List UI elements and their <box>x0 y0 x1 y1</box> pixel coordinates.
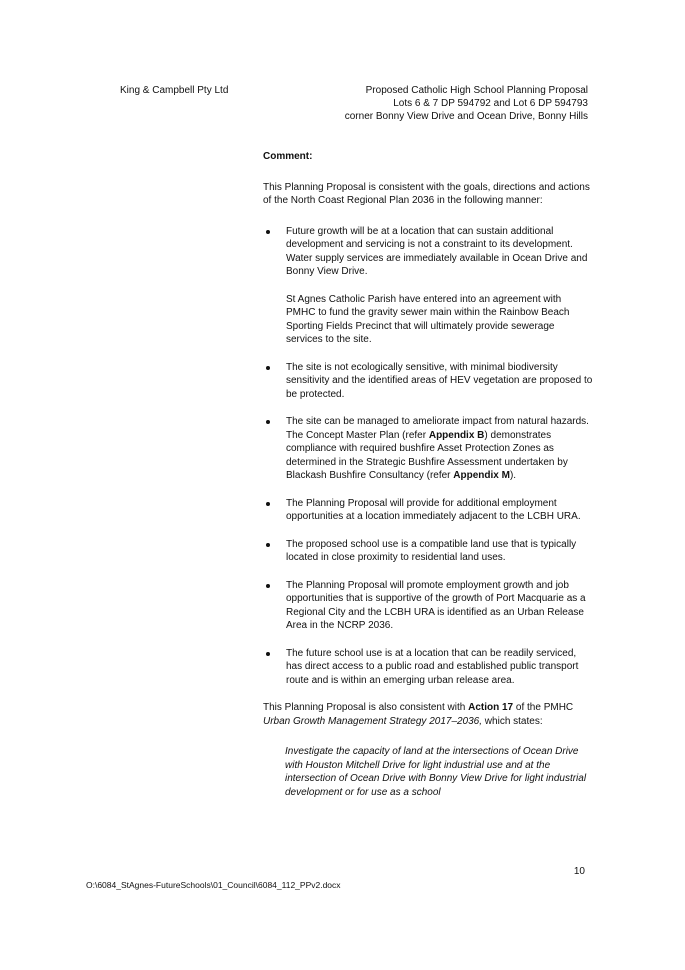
text-run: This Planning Proposal is also consistent with <box>263 702 469 713</box>
bullet-icon <box>266 230 270 234</box>
list-item <box>263 647 593 688</box>
quoted-action-text: Investigate the capacity of land at the intersections of Ocean Drive with Houston Mitchell Drive for light industrial use and at the intersection of Ocean Drive with Bonny View Drive for light industrial development or for use as a school <box>285 746 587 798</box>
bullet-icon <box>266 543 270 547</box>
list-item <box>263 361 593 402</box>
text-run: ). <box>509 470 517 481</box>
text-run: which states: <box>482 715 543 727</box>
header-line-lots: Lots 6 & 7 DP 594792 and Lot 6 DP 594793 <box>393 98 588 109</box>
list-item <box>263 497 593 524</box>
list-item <box>263 579 593 633</box>
intro-paragraph: This Planning Proposal is consistent with the goals, directions and actions of the North Coast Regional Plan 2036 in the following manner: <box>263 181 590 206</box>
appendix-b-reference: Appendix B <box>428 429 485 441</box>
text-run: The site can be managed to ameliorate impact from natural hazards. The Concept Master Plan (refer <box>286 416 589 441</box>
footer-file-path: O:\6084_StAgnes-FutureSchools\01_Council\6084_112_PPv2.docx <box>86 880 341 890</box>
list-item-text: Future growth will be at a location that can sustain additional development and servicing is not a constraint to its development. Water supply services are immediately available in Ocean Drive and Bonny View Drive. <box>286 225 588 277</box>
bullet-icon <box>266 366 270 370</box>
header-line-title: Proposed Catholic High School Planning Proposal <box>365 85 588 96</box>
header-project-info <box>345 84 588 123</box>
list-item-subparagraph: St Agnes Catholic Parish have entered into an agreement with PMHC to fund the gravity sewer main within the Rainbow Beach Sporting Fields Precinct that will ultimately provide sewerage services to the site. <box>286 293 570 345</box>
list-item <box>263 538 593 565</box>
list-item-text <box>286 415 593 483</box>
header-company: King & Campbell Pty Ltd <box>120 85 229 96</box>
bullet-icon <box>266 584 270 588</box>
header-line-address: corner Bonny View Drive and Ocean Drive, Bonny Hills <box>344 111 588 122</box>
comment-heading: Comment: <box>263 151 313 162</box>
list-item-text: The site is not ecologically sensitive, with minimal biodiversity sensitivity and the identified areas of HEV vegetation are proposed to be protected. <box>286 361 593 400</box>
list-item-text: The Planning Proposal will provide for additional employment opportunities at a location immediately adjacent to the LCBH URA. <box>286 497 581 522</box>
bullet-icon <box>266 652 270 656</box>
action-reference: Action 17 <box>468 702 514 713</box>
text-run: ) demonstrates compliance with required bushfire Asset Protection Zones as determined in the Strategic Bushfire Assessment undertaken by Blackash Bushfire Consultancy (refer <box>286 429 568 481</box>
consistency-paragraph <box>263 701 593 728</box>
list-item <box>263 225 593 347</box>
bullet-list <box>263 225 593 688</box>
list-item <box>263 415 593 483</box>
strategy-title: Urban Growth Management Strategy 2017–2036, <box>263 715 483 727</box>
page-number: 10 <box>573 866 585 877</box>
list-item-text: The proposed school use is a compatible land use that is typically located in close proximity to residential land uses. <box>286 538 577 563</box>
text-run: of the PMHC <box>513 702 574 713</box>
appendix-m-reference: Appendix M <box>453 470 510 481</box>
document-body <box>263 150 593 799</box>
list-item-text: The future school use is at a location that can be readily serviced, has direct access to a public road and established public transport route and is within an emerging urban release area. <box>286 647 579 686</box>
bullet-icon <box>266 420 270 424</box>
list-item-text: The Planning Proposal will promote employment growth and job opportunities that is supportive of the growth of Port Macquarie as a Regional City and the LCBH URA is identified as an Urban Release Area in the NCRP 2036. <box>286 579 586 631</box>
bullet-icon <box>266 502 270 506</box>
